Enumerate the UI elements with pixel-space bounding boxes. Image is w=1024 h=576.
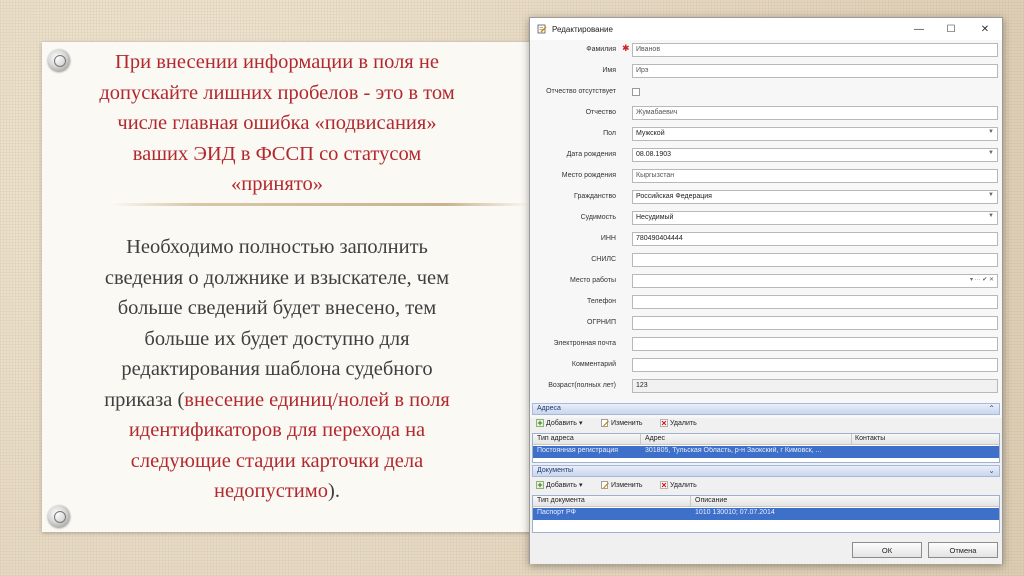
field-label: Электронная почта: [553, 340, 616, 347]
edit-address-label: Изменить: [611, 419, 643, 427]
add-document-label: Добавить: [546, 481, 577, 489]
field-label: Место рождения: [561, 172, 616, 179]
required-icon: ✱: [622, 43, 630, 53]
form-row-citizenship: [530, 187, 1002, 208]
slide-body-plain: приказа (: [104, 388, 185, 411]
gender-value: Мужской: [636, 130, 665, 137]
add-icon: [536, 481, 544, 489]
form-row-firstname: [530, 61, 1002, 82]
gender-select[interactable]: [632, 127, 998, 141]
pushpin-icon: [48, 505, 70, 527]
slide-body-line: Необходимо полностью заполнить: [126, 236, 428, 258]
edit-icon: [601, 481, 609, 489]
edit-icon: [601, 419, 609, 427]
column-header[interactable]: Контакты: [855, 435, 886, 442]
form-row-birthplace: [530, 166, 1002, 187]
inn-input[interactable]: 780490404444: [632, 232, 998, 246]
edit-document-icon: [537, 24, 547, 34]
field-label: Гражданство: [574, 193, 616, 200]
field-label: Отчество: [585, 109, 616, 116]
dialog-titlebar[interactable]: [530, 18, 1002, 40]
edit-document-button[interactable]: [601, 481, 643, 489]
delete-document-label: Удалить: [670, 481, 697, 489]
delete-address-button[interactable]: [660, 419, 697, 427]
table-header: [533, 434, 999, 445]
add-document-button[interactable]: [536, 481, 582, 489]
edit-document-label: Изменить: [611, 481, 643, 489]
field-label: Имя: [602, 67, 616, 74]
slide-title-line: При внесении информации в поля не: [115, 51, 439, 73]
form-row-patronymic: [530, 103, 1002, 124]
delete-icon: [660, 481, 668, 489]
patronymic-input[interactable]: Жумабаевич: [632, 106, 998, 120]
slide-body: [62, 232, 492, 507]
minimize-button[interactable]: —: [914, 23, 924, 35]
cancel-button[interactable]: Отмена: [928, 542, 998, 558]
firstname-input[interactable]: Ирэ: [632, 64, 998, 78]
field-label: Отчество отсутствует: [546, 88, 616, 95]
slide-title: [62, 47, 492, 200]
field-label: Пол: [603, 130, 616, 137]
addresses-toolbar: [532, 417, 1000, 431]
documents-title: Документы: [537, 467, 574, 474]
slide-body-red-line: идентификаторов для перехода на: [128, 419, 426, 441]
field-label: Возраст(полных лет): [548, 382, 616, 389]
chevron-down-icon[interactable]: ▼: [988, 192, 994, 198]
form-row-lastname: [530, 40, 1002, 61]
slide-body-red-line: следующие стадии карточки дела: [130, 449, 424, 472]
comment-input[interactable]: [632, 358, 998, 372]
form-row-birthdate: [530, 145, 1002, 166]
form-row-comment: [530, 355, 1002, 376]
slide-body-line: больше сведений будет внесено, тем: [117, 297, 437, 319]
form-row-conviction: [530, 208, 1002, 229]
chevron-down-icon[interactable]: ▼: [988, 129, 994, 135]
workplace-lookup[interactable]: [632, 274, 998, 288]
collapse-icon[interactable]: ⌃: [988, 404, 995, 413]
dialog-footer: [530, 536, 1002, 564]
delete-address-label: Удалить: [670, 419, 697, 427]
citizenship-select[interactable]: [632, 190, 998, 204]
edit-dialog: [529, 17, 1003, 564]
column-header[interactable]: Описание: [695, 497, 728, 504]
field-label: Фамилия: [586, 46, 616, 53]
form-row-email: [530, 334, 1002, 355]
slide-title-line: числе главная ошибка «подвисания»: [117, 112, 437, 134]
form-row-inn: [530, 229, 1002, 250]
column-header[interactable]: Тип адреса: [537, 435, 574, 442]
debtor-form: [530, 40, 1002, 418]
form-row-workplace: [530, 271, 1002, 292]
table-header: [533, 496, 999, 507]
chevron-down-icon[interactable]: ▼: [988, 150, 994, 156]
field-label: Комментарий: [571, 361, 616, 368]
add-icon: [536, 419, 544, 427]
document-type-cell: Паспорт РФ: [537, 509, 576, 516]
field-label: СНИЛС: [591, 256, 616, 263]
documents-table: [532, 495, 1000, 533]
dialog-title: Редактирование: [552, 25, 613, 34]
lastname-input[interactable]: Иванов: [632, 43, 998, 57]
phone-input[interactable]: [632, 295, 998, 309]
column-header[interactable]: Адрес: [645, 435, 666, 442]
slide-body-line: сведения о должнике и взыскателе, чем: [104, 266, 450, 289]
document-description-cell: 1010 130010; 07.07.2014: [695, 509, 775, 516]
table-row[interactable]: [533, 508, 999, 520]
delete-icon: [660, 419, 668, 427]
add-address-button[interactable]: [536, 419, 582, 427]
slide-body-end: ).: [328, 480, 340, 502]
maximize-button[interactable]: ☐: [946, 23, 956, 35]
ogrnip-input[interactable]: [632, 316, 998, 330]
ok-button[interactable]: ОК: [852, 542, 922, 558]
delete-document-button[interactable]: [660, 481, 697, 489]
slide-divider: [110, 203, 530, 206]
birthdate-value: 08.08.1903: [636, 151, 672, 158]
address-type-cell: Постоянная регистрация: [537, 447, 619, 454]
expand-icon[interactable]: ⌄: [988, 466, 995, 475]
edit-address-button[interactable]: [601, 419, 643, 427]
no-patronymic-checkbox[interactable]: [632, 88, 640, 96]
form-row-phone: [530, 292, 1002, 313]
field-label: Дата рождения: [566, 151, 616, 158]
addresses-title: Адреса: [537, 405, 561, 412]
citizenship-value: Российская Федерация: [636, 193, 712, 200]
address-cell: 301805, Тульская Область, р-н Заокский, г Кимовск, ...: [645, 447, 822, 454]
column-separator: [851, 434, 852, 445]
slide-body-red: недопустимо: [214, 480, 328, 502]
snils-input[interactable]: [632, 253, 998, 267]
addresses-section-header[interactable]: [532, 403, 1000, 415]
slide-body-line: редактирования шаблона судебного: [121, 358, 433, 380]
field-label: ИНН: [600, 235, 616, 242]
conviction-select[interactable]: [632, 211, 998, 225]
form-row-age: [530, 376, 1002, 397]
field-label: ОГРНИП: [586, 319, 616, 326]
addresses-table: [532, 433, 1000, 463]
lookup-actions-icon[interactable]: ▾ ··· ✔ ✕: [969, 277, 994, 283]
form-row-no-patronymic: [530, 82, 1002, 103]
slide-body-line: [62, 476, 492, 507]
email-input[interactable]: [632, 337, 998, 351]
dropdown-arrow-icon: ▾: [578, 482, 583, 489]
chevron-down-icon[interactable]: ▼: [988, 213, 994, 219]
table-row[interactable]: [533, 446, 999, 458]
slide-title-line: «принято»: [230, 173, 324, 195]
slide-body-line: больше их будет доступно для: [144, 327, 410, 350]
column-separator: [640, 434, 641, 445]
add-address-label: Добавить: [546, 419, 577, 427]
field-label: Судимость: [580, 214, 616, 221]
field-label: Телефон: [586, 298, 616, 305]
slide-title-line: допускайте лишних пробелов - это в том: [99, 81, 455, 104]
documents-toolbar: [532, 479, 1000, 493]
column-separator: [690, 496, 691, 507]
slide-body-line: [62, 385, 492, 416]
age-field: 123: [632, 379, 998, 393]
form-row-ogrnip: [530, 313, 1002, 334]
form-row-gender: [530, 124, 1002, 145]
column-header[interactable]: Тип документа: [537, 497, 585, 504]
close-button[interactable]: ✕: [980, 23, 990, 35]
birthdate-select[interactable]: [632, 148, 998, 162]
birthplace-input[interactable]: Кыргызстан: [632, 169, 998, 183]
documents-section-header[interactable]: [532, 465, 1000, 477]
field-label: Место работы: [569, 277, 616, 284]
slide-title-line: ваших ЭИД в ФССП со статусом: [132, 142, 422, 165]
form-row-snils: [530, 250, 1002, 271]
slide-body-red: внесение единиц/нолей в поля: [184, 388, 450, 411]
conviction-value: Несудимый: [636, 214, 674, 221]
dropdown-arrow-icon: ▾: [578, 420, 583, 427]
